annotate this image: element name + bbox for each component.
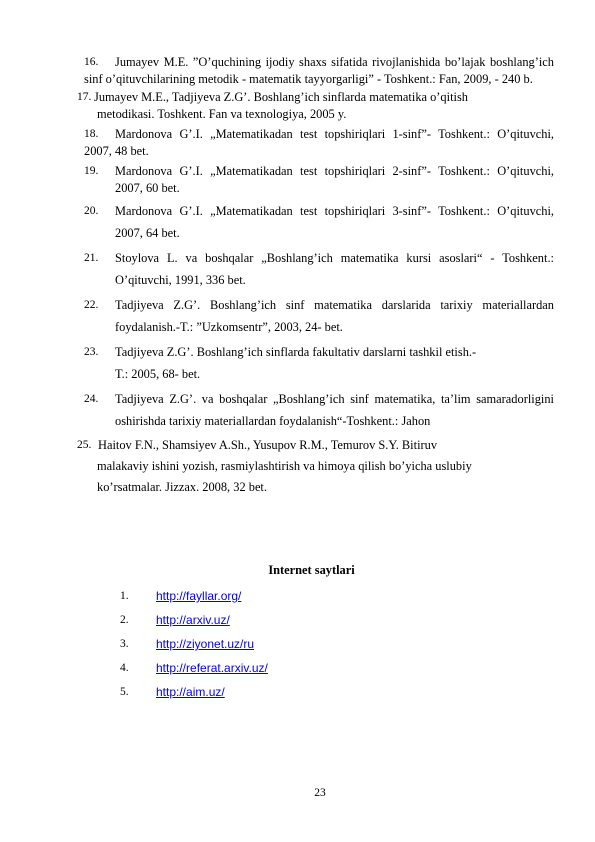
reference-22 [84,294,554,338]
reference-18 [84,126,554,160]
reference-20 [84,200,554,244]
reference-text-line: Jumayev M.E., Tadjiyeva Z.G’. Boshlang’ich sinflarda matematika o’qitish [94,90,468,104]
reference-number: 16. [84,56,99,68]
reference-text: Stoylova L. va boshqalar „Boshlang’ich matematika kursi asoslari“ - Toshkent.: O’qituvchi, 1991, 336 bet. [115,251,554,287]
reference-text-line: ko’rsatmalar. Jizzax. 2008, 32 bet. [97,480,267,494]
list-number: 3. [120,638,129,650]
reference-number: 25. [77,439,92,451]
reference-number: 20. [84,205,99,217]
reference-number: 22. [84,299,99,311]
reference-text: Mardonova G’.I. „Matematikadan test topshiriqlari 1-sinf”- Toshkent.: O’qituvchi, 2007, 48 bet. [84,127,554,158]
reference-text: Jumayev M.E. ”O’quchining ijodiy shaxs sifatida rivojlanishida bo’lajak boshlang’ich sinf o’qituvchilarining metodik - matematik tayyorgarligi” - Toshkent.: Fan, 2009, - 240 b. [84,55,554,86]
list-number: 5. [120,686,129,698]
reference-17 [77,89,554,123]
reference-text-line: metodikasi. Toshkent. Fan va texnologiya, 2005 y. [97,107,347,121]
website-link[interactable]: http://referat.arxiv.uz/ [156,661,268,675]
website-link[interactable]: http://ziyonet.uz/ru [156,637,255,651]
reference-text: Mardonova G’.I. „Matematikadan test topshiriqlari 3-sinf”- Toshkent.: O’qituvchi, 2007, 64 bet. [115,204,554,240]
reference-text: Tadjiyeva Z.G’. va boshqalar „Boshlang’ich sinf matematika, ta’lim samaradorligini oshirishda tarixiy materiallardan foydalanish“-Toshkent.: Jahon [115,392,554,428]
reference-text-line: T.: 2005, 68- bet. [115,367,201,381]
section-heading: Internet saytlari [268,563,355,577]
reference-25 [77,435,554,498]
website-link[interactable]: http://aim.uz/ [156,685,225,699]
reference-list [77,54,554,501]
list-number: 1. [120,590,129,602]
reference-text-line: malakaviy ishini yozish, rasmiylashtirish va himoya qilish bo’yicha uslubiy [97,459,472,473]
reference-text-line: Haitov F.N., Shamsiyev A.Sh., Yusupov R.M., Temurov S.Y. Bitiruv [98,438,438,452]
reference-number: 18. [84,128,99,140]
reference-text-line: Tadjiyeva Z.G’. Boshlang’ich sinflarda fakultativ darslarni tashkil etish.- [115,345,477,359]
reference-21 [84,247,554,291]
website-link[interactable]: http://fayllar.org/ [156,589,242,603]
reference-23 [84,341,554,385]
reference-number: 19. [84,165,99,177]
page-number: 23 [314,787,326,799]
website-link[interactable]: http://arxiv.uz/ [156,613,230,627]
reference-16 [84,54,554,88]
reference-number: 23. [84,346,99,358]
reference-text: Mardonova G’.I. „Matematikadan test topshiriqlari 2-sinf”- Toshkent.: O’qituvchi, 2007, 60 bet. [115,164,554,195]
reference-number: 21. [84,252,99,264]
reference-text: Tadjiyeva Z.G’. Boshlang’ich sinf matematika darslarida tarixiy materiallardan foydalanish.-T.: ”Uzkomsentr”, 2003, 24- bet. [115,298,554,334]
list-number: 2. [120,614,129,626]
reference-19 [84,163,554,197]
reference-24 [84,388,554,432]
reference-number: 17. [77,91,92,103]
list-number: 4. [120,662,129,674]
reference-number: 24. [84,393,99,405]
